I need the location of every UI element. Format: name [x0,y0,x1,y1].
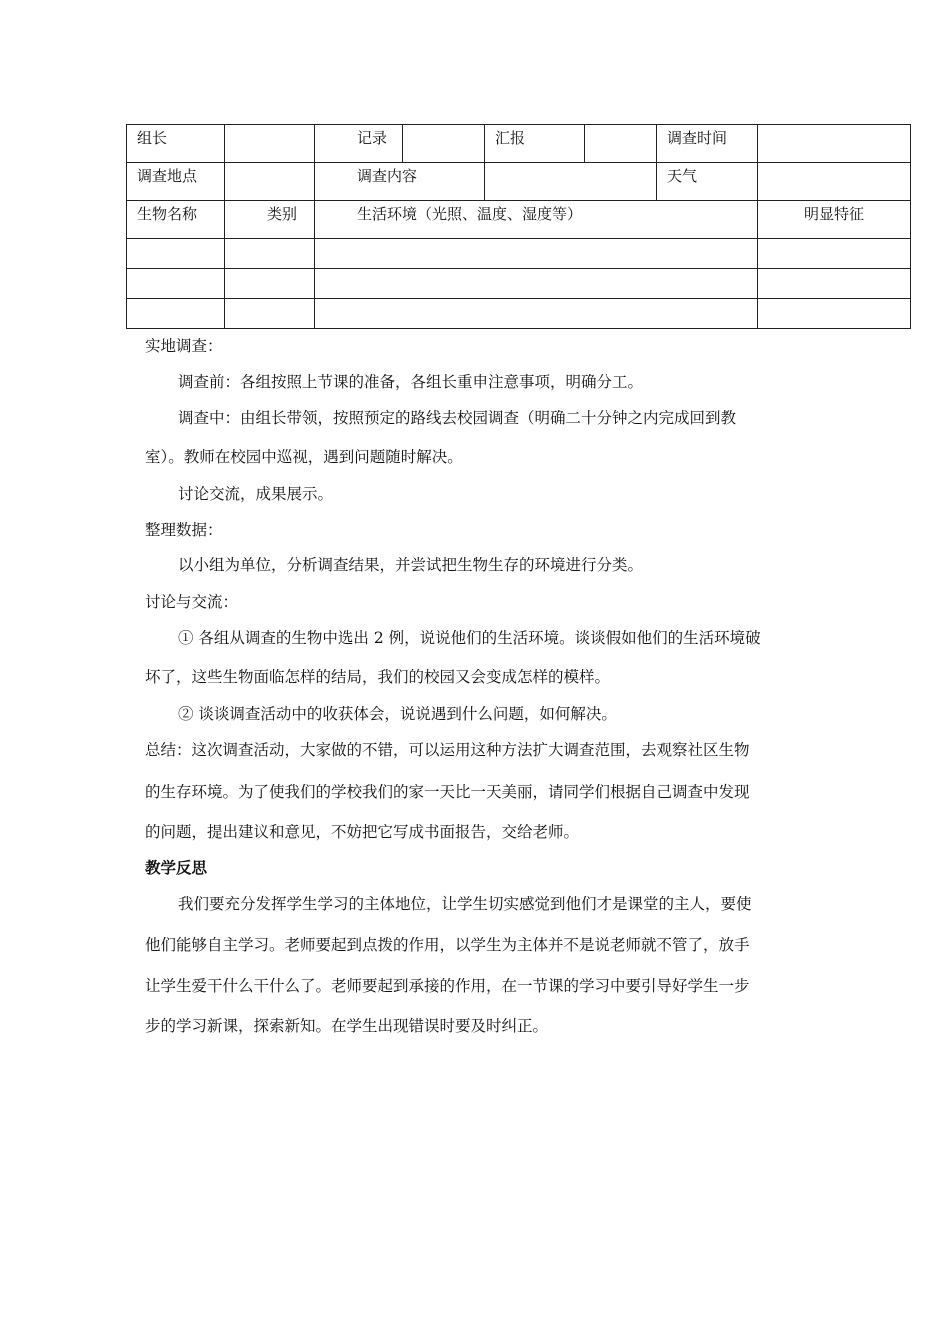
content-cell [485,163,657,201]
table-row [127,269,911,299]
time-label: 调查时间 [657,125,758,163]
content-label: 调查内容 [315,163,485,201]
before-text: 调查前：各组按照上节课的准备，各组长重申注意事项，明确分工。 [178,373,644,391]
table-row [127,239,911,269]
table-header-row [127,201,911,239]
header-environment: 生活环境（光照、温度、湿度等） [315,201,758,239]
discuss-heading: 讨论与交流： [145,593,239,611]
item1-text-1: ① 各组从调查的生物中选出 2 例，说说他们的生活环境。谈谈假如他们的生活环境破 [178,629,761,647]
table-row [127,125,911,163]
time-cell [758,125,911,163]
header-category: 类别 [225,201,315,239]
header-name: 生物名称 [127,201,225,239]
summary-text-1: 总结：这次调查活动，大家做的不错，可以运用这种方法扩大调查范围，去观察社区生物 [145,741,750,759]
reflection-text-3: 让学生爱干什么干什么了。老师要起到承接的作用，在一节课的学习中要引导好学生一步 [145,977,750,995]
record-cell [403,125,485,163]
reflection-text-4: 步的学习新课，探索新知。在学生出现错误时要及时纠正。 [145,1017,549,1035]
item2-text: ② 谈谈调查活动中的收获体会，说说遇到什么问题，如何解决。 [178,705,617,723]
header-feature: 明显特征 [758,201,911,239]
table-row [127,299,911,329]
record-label: 记录 [315,125,403,163]
item1-text-2: 坏了，这些生物面临怎样的结局，我们的校园又会变成怎样的模样。 [145,668,611,686]
discuss-show-text: 讨论交流，成果展示。 [178,485,334,503]
reflection-text-1: 我们要充分发挥学生学习的主体地位，让学生切实感觉到他们才是课堂的主人，要使 [178,895,752,913]
organize-heading: 整理数据： [145,521,223,539]
report-label: 汇报 [485,125,585,163]
leader-label: 组长 [127,125,225,163]
leader-cell [225,125,315,163]
during-text-1: 调查中：由组长带领，按照预定的路线去校园调查（明确二十分钟之内完成回到教 [178,409,737,427]
weather-cell [758,163,911,201]
weather-label: 天气 [657,163,758,201]
survey-table [126,124,911,329]
table-row [127,163,911,201]
report-cell [585,125,657,163]
summary-text-2: 的生存环境。为了使我们的学校我们的家一天比一天美丽，请同学们根据自己调查中发现 [145,783,750,801]
field-survey-heading: 实地调查： [145,337,223,355]
reflection-heading: 教学反思 [145,858,208,877]
reflection-text-2: 他们能够自主学习。老师要起到点拨的作用，以学生为主体并不是说老师就不管了，放手 [145,936,750,954]
place-cell [225,163,315,201]
during-text-2: 室）。教师在校园中巡视，遇到问题随时解决。 [145,448,463,466]
organize-text: 以小组为单位，分析调查结果，并尝试把生物生存的环境进行分类。 [178,556,644,574]
summary-text-3: 的问题，提出建议和意见，不妨把它写成书面报告，交给老师。 [145,823,580,841]
place-label: 调查地点 [127,163,225,201]
